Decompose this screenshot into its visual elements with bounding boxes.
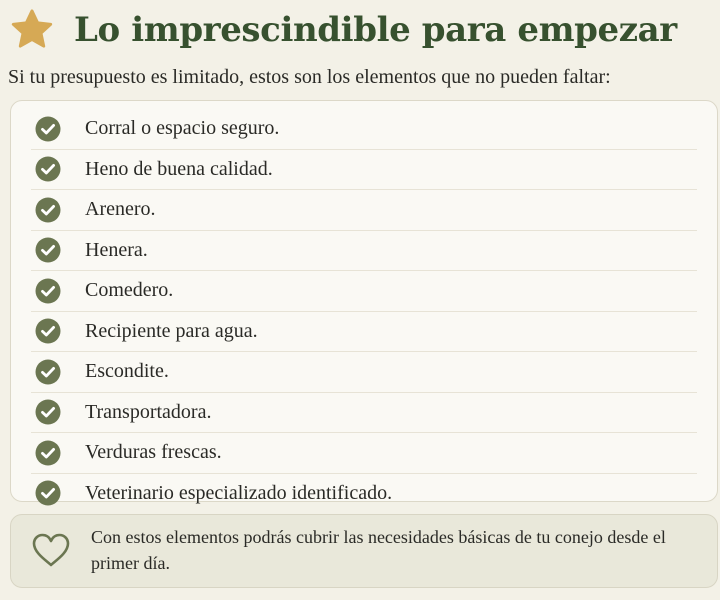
- heart-outline-icon: [31, 532, 71, 568]
- list-item-label: Corral o espacio seguro.: [85, 117, 280, 140]
- list-item: [31, 352, 697, 393]
- list-item-label: Veterinario especializado identificado.: [85, 481, 393, 504]
- list-item-label: Heno de buena calidad.: [85, 157, 273, 180]
- list-item: [31, 393, 697, 434]
- star-icon: [10, 8, 54, 52]
- check-circle-icon: [35, 359, 61, 385]
- list-item: [31, 190, 697, 231]
- check-circle-icon: [35, 399, 61, 425]
- list-item: [31, 231, 697, 272]
- list-item-label: Recipiente para agua.: [85, 319, 258, 342]
- check-circle-icon: [35, 197, 61, 223]
- checklist: [31, 109, 697, 513]
- note-text: Con estos elementos podrás cubrir las necesidades básicas de tu conejo desde el primer día.: [91, 527, 666, 573]
- check-circle-icon: [35, 156, 61, 182]
- list-item-label: Comedero.: [85, 279, 174, 302]
- list-item-label: Escondite.: [85, 360, 169, 383]
- check-circle-icon: [35, 278, 61, 304]
- list-item: [31, 150, 697, 191]
- check-circle-icon: [35, 116, 61, 142]
- list-item-label: Transportadora.: [85, 400, 212, 423]
- check-circle-icon: [35, 318, 61, 344]
- list-item-label: Henera.: [85, 238, 148, 261]
- list-item-label: Arenero.: [85, 198, 156, 221]
- checklist-card: [10, 100, 718, 502]
- list-item-label: Verduras frescas.: [85, 441, 222, 464]
- note-card: [10, 514, 718, 588]
- page-title: Lo imprescindible para empezar: [74, 10, 677, 50]
- check-circle-icon: [35, 237, 61, 263]
- list-item: [31, 312, 697, 353]
- list-item: [31, 474, 697, 514]
- list-item: [31, 109, 697, 150]
- check-circle-icon: [35, 440, 61, 466]
- list-item: [31, 271, 697, 312]
- page-header: [10, 4, 677, 56]
- check-circle-icon: [35, 480, 61, 506]
- page-subtitle: Si tu presupuesto es limitado, estos son los elementos que no pueden faltar:: [8, 66, 611, 88]
- list-item: [31, 433, 697, 474]
